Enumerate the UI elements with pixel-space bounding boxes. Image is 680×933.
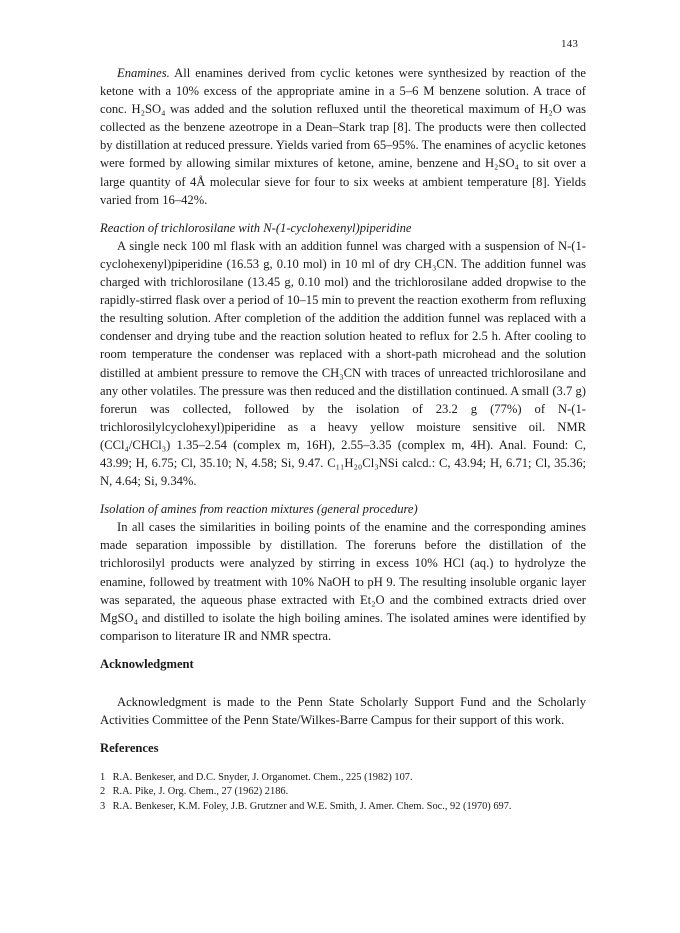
isolation-section-body: In all cases the similarities in boiling points of the enamine and the corresponding amines made separation impossible by distillation. The foreruns before the distillation of the trichlorosilyl products were analyzed by stirring in excess 10% HCl (aq.) to hydrolyze the enamine, followed by treatment with 10% NaOH to pH 9. The resulting insoluble organic layer was separated, the aqueous phase extracted with Et₂O and the combined extracts dried over MgSO₄ and distilled to isolate the high boiling amines. The isolated amines were identified by comparison to literature IR and NMR spectra. bbox=[100, 520, 586, 643]
references-list bbox=[100, 771, 586, 814]
enamines-paragraph bbox=[100, 64, 586, 209]
enamines-text: All enamines derived from cyclic ketones were synthesized by reaction of the ketone with a 10% excess of the appropriate amine in a 5–6 M benzene solution. A trace of conc. H₂SO₄ was added and the solution refluxed until the theoretical maximum of H₂O was collected as the benzene azeotrope in a Dean–Stark trap [8]. The products were then collected by distillation at reduced pressure. Yields varied from 65–95%. The enamines of acyclic ketones were formed by allowing similar mixtures of ketone, amine, benzene and H₂SO₄ to sit over a large quantity of 4Å molecular sieve for four to six weeks at ambient temperature [8]. Yields varied from 16–42%. bbox=[100, 66, 586, 207]
article-body bbox=[100, 64, 586, 814]
reference-item bbox=[100, 785, 586, 799]
acknowledgment-body: Acknowledgment is made to the Penn State Scholarly Support Fund and the Scholarly Activities Committee of the Penn State/Wilkes-Barre Campus for their support of this work. bbox=[100, 695, 586, 728]
references-heading: References bbox=[100, 741, 159, 756]
acknowledgment-heading: Acknowledgment bbox=[100, 656, 194, 671]
reaction-section-title: Reaction of trichlorosilane with N-(1-cyclohexenyl)piperidine bbox=[100, 220, 412, 235]
reference-item bbox=[100, 800, 586, 814]
page-number: 143 bbox=[561, 38, 579, 50]
reference-text: R.A. Benkeser, and D.C. Snyder, J. Organomet. Chem., 225 (1982) 107. bbox=[112, 772, 413, 784]
reference-number: 1 bbox=[100, 772, 106, 784]
reference-text: R.A. Pike, J. Org. Chem., 27 (1962) 2186. bbox=[112, 786, 289, 798]
reference-number: 3 bbox=[100, 800, 106, 812]
enamines-lead: Enamines. bbox=[117, 66, 170, 80]
isolation-section-title: Isolation of amines from reaction mixtures (general procedure) bbox=[100, 502, 418, 517]
reference-number: 2 bbox=[100, 786, 106, 798]
reaction-section-body: A single neck 100 ml flask with an addition funnel was charged with a suspension of N-(1-cyclohexenyl)piperidine (16.53 g, 0.10 mol) in 10 ml of dry CH₃CN. The addition funnel was charged with trichlorosilane (13.45 g, 0.10 mol) and the trichlorosilane added dropwise to the rapidly-stirred flask over a period of 10–15 min to prevent the reaction exotherm from refluxing the resulting solution. After completion of the addition the addition funnel was replaced with a condenser and drying tube and the reaction solution heated to reflux for 2.5 h. After cooling to room temperature the condenser was replaced with a short-path microhead and the solution distilled at ambient pressure to remove the CH₃CN with traces of unreacted trichlorosilane and any other volatiles. The pressure was then reduced and the distillation continued. A small (3.7 g) forerun was collected, followed by the isolation of 23.2 g (77%) of N-(1-trichlorosilylcyclohexyl)piperidine as a heavy yellow moisture sensitive oil. NMR (CCl₄/CHCl₃) 1.35–2.54 (complex m, 16H), 2.55–3.35 (complex m, 4H). Anal. Found: C, 43.99; H, 6.75; Cl, 35.10; N, 4.58; Si, 9.47. C₁₁H₂₀Cl₃NSi calcd.: C, 43.94; H, 6.71; Cl, 35.36; N, 4.64; Si, 9.34%. bbox=[100, 238, 586, 489]
reference-item bbox=[100, 771, 586, 785]
reference-text: R.A. Benkeser, K.M. Foley, J.B. Grutzner and W.E. Smith, J. Amer. Chem. Soc., 92 (1970) 697. bbox=[112, 800, 512, 812]
